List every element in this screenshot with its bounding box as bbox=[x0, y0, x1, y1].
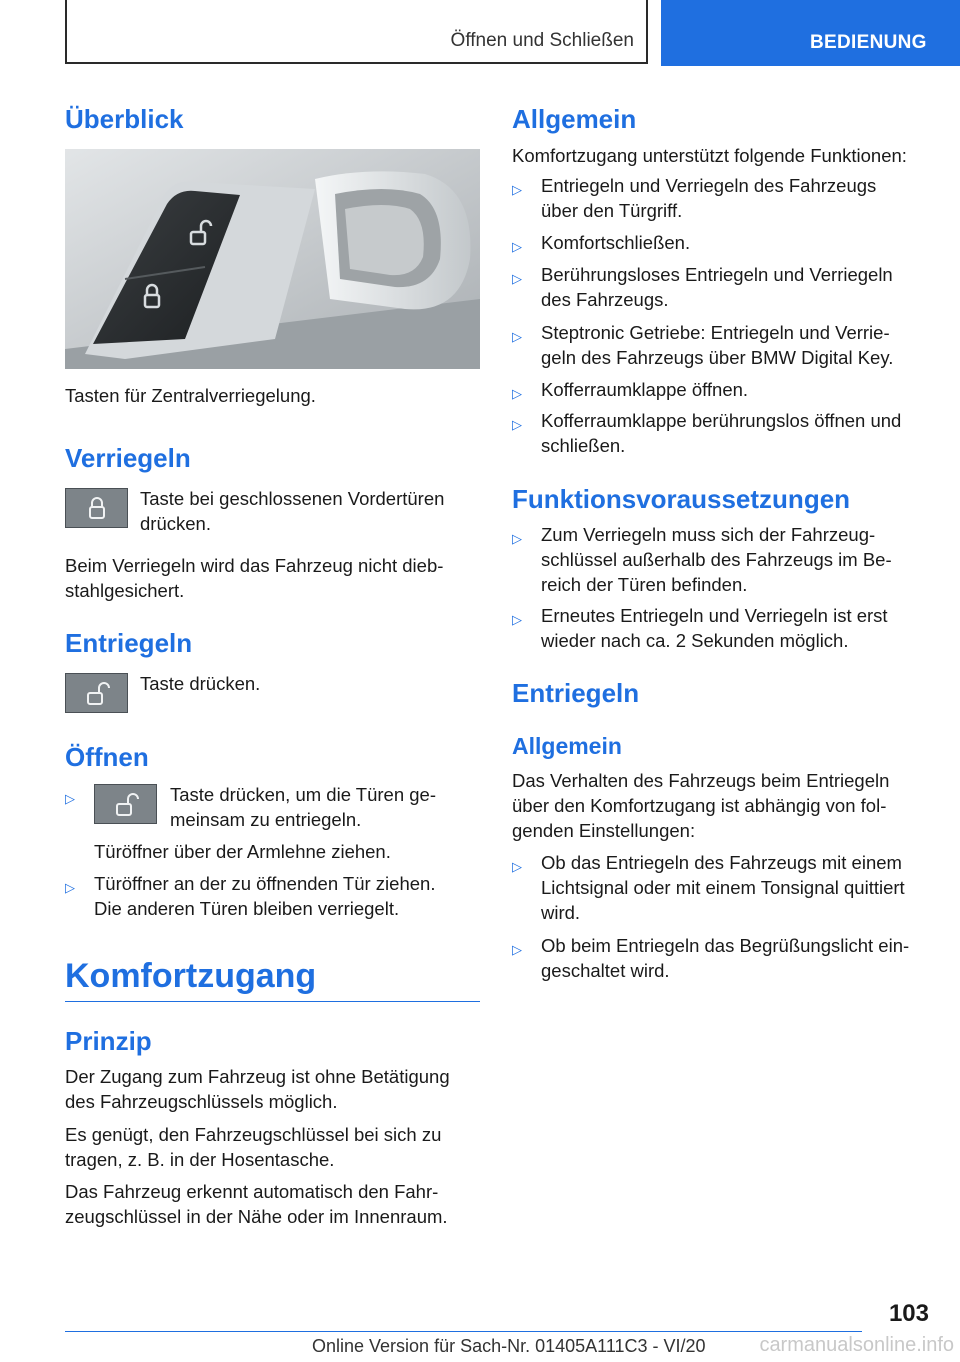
section-label: BEDIENUNG bbox=[810, 32, 927, 53]
footer-divider bbox=[65, 1331, 862, 1332]
bullet-marker: ▷ bbox=[512, 859, 522, 874]
general-bullet-2 bbox=[512, 230, 932, 255]
lock-note-line2: stahlgesichert. bbox=[65, 580, 185, 601]
general-bullet-4 bbox=[512, 320, 932, 370]
open-bullet-1-line1: Taste drücken, um die Türen ge- bbox=[170, 784, 436, 805]
bullet-marker: ▷ bbox=[65, 880, 75, 895]
open-bullet-1-sub: Türöffner über der Armlehne ziehen. bbox=[94, 841, 391, 862]
bullet-marker: ▷ bbox=[512, 386, 522, 401]
door-panel-photo bbox=[65, 149, 480, 369]
bullet-marker: ▷ bbox=[512, 239, 522, 254]
principle-p3 bbox=[65, 1179, 448, 1229]
bullet-marker: ▷ bbox=[65, 791, 75, 806]
req-b2-line2: wieder nach ca. 2 Sekunden möglich. bbox=[541, 630, 849, 651]
req-b2-line1: Erneutes Entriegeln und Verriegeln ist erst bbox=[541, 605, 888, 626]
bullet-marker: ▷ bbox=[512, 417, 522, 432]
page-number: 103 bbox=[888, 1300, 929, 1327]
lock-heading: Verriegeln bbox=[65, 443, 191, 473]
general-b1-line1: Entriegeln und Verriegeln des Fahrzeugs bbox=[541, 175, 877, 196]
bullet-marker: ▷ bbox=[512, 531, 522, 546]
general-bullet-3 bbox=[512, 262, 932, 312]
general-b2: Komfortschließen. bbox=[541, 232, 691, 253]
general-bullet-6 bbox=[512, 408, 932, 458]
lock-instruction-line2: drücken. bbox=[140, 513, 211, 534]
overview-heading: Überblick bbox=[65, 104, 184, 134]
lock-instruction-line1: Taste bei geschlossenen Vordertüren bbox=[140, 488, 445, 509]
unlock-general-subheading: Allgemein bbox=[512, 733, 622, 759]
chapter-title: Öffnen und Schließen bbox=[450, 30, 634, 51]
unlock-b1-line2: Lichtsignal oder mit einem Tonsignal quittiert bbox=[541, 877, 905, 898]
principle-heading: Prinzip bbox=[65, 1026, 152, 1056]
general-bullet-1 bbox=[512, 173, 932, 223]
general-b3-line2: des Fahrzeugs. bbox=[541, 289, 669, 310]
general-b4-line1: Steptronic Getriebe: Entriegeln und Verrie- bbox=[541, 322, 890, 343]
general-b3-line1: Berührungsloses Entriegeln und Verriegeln bbox=[541, 264, 893, 285]
general-heading: Allgemein bbox=[512, 104, 637, 134]
req-b1-line3: reich der Türen befinden. bbox=[541, 574, 748, 595]
requirements-bullet-2 bbox=[512, 603, 932, 653]
general-b6-line2: schließen. bbox=[541, 435, 626, 456]
open-bullet-1-text bbox=[170, 782, 436, 832]
lock-note-line1: Beim Verriegeln wird das Fahrzeug nicht dieb- bbox=[65, 555, 444, 576]
unlock-right-heading: Entriegeln bbox=[512, 678, 640, 708]
principle-p2 bbox=[65, 1122, 441, 1172]
open-bullet-2-line1: Türöffner an der zu öffnenden Tür ziehen. bbox=[94, 873, 436, 894]
lock-note bbox=[65, 553, 443, 603]
general-bullet-5 bbox=[512, 377, 932, 402]
general-b1-line2: über den Türgriff. bbox=[541, 200, 683, 221]
principle-p1 bbox=[65, 1064, 450, 1114]
watermark: carmanualsonline.info bbox=[759, 1334, 954, 1356]
unlock-button-icon bbox=[65, 673, 128, 713]
section-divider bbox=[65, 1001, 480, 1002]
general-b5: Kofferraumklappe öffnen. bbox=[541, 379, 749, 400]
unlock-bullet-2 bbox=[512, 933, 932, 983]
bullet-marker: ▷ bbox=[512, 182, 522, 197]
online-version-text: Online Version für Sach-Nr. 01405A111C3 - VI/20 bbox=[312, 1336, 706, 1356]
general-intro: Komfortzugang unterstützt folgende Funktionen: bbox=[512, 145, 907, 166]
open-bullet-2 bbox=[65, 871, 480, 921]
open-bullet-2-line2: Die anderen Türen bleiben verriegelt. bbox=[94, 898, 400, 919]
header-section-tab[interactable] bbox=[661, 0, 960, 66]
unlock-b1-line1: Ob das Entriegeln des Fahrzeugs mit einem bbox=[541, 852, 902, 873]
unlock-bullet-1 bbox=[512, 850, 932, 925]
lock-instruction bbox=[140, 486, 444, 536]
requirements-heading: Funktionsvoraussetzungen bbox=[512, 484, 851, 514]
image-caption: Tasten für Zentralverriegelung. bbox=[65, 385, 316, 406]
lock-button-icon bbox=[65, 488, 128, 528]
open-heading: Öffnen bbox=[65, 742, 149, 772]
req-b1-line2: schlüssel außerhalb des Fahrzeugs im Be- bbox=[541, 549, 892, 570]
bullet-marker: ▷ bbox=[512, 271, 522, 286]
general-b4-line2: geln des Fahrzeugs über BMW Digital Key. bbox=[541, 347, 894, 368]
principle-p1-line1: Der Zugang zum Fahrzeug ist ohne Betätigung bbox=[65, 1066, 450, 1087]
unlock-b2-line2: geschaltet wird. bbox=[541, 960, 670, 981]
unlock-b1-line3: wird. bbox=[541, 902, 581, 923]
principle-p2-line1: Es genügt, den Fahrzeugschlüssel bei sich zu bbox=[65, 1124, 442, 1145]
unlock-p-line3: genden Einstellungen: bbox=[512, 820, 696, 841]
req-b1-line1: Zum Verriegeln muss sich der Fahrzeug- bbox=[541, 524, 876, 545]
open-bullet-1-line2: meinsam zu entriegeln. bbox=[170, 809, 362, 830]
general-b6-line1: Kofferraumklappe berührungslos öffnen und bbox=[541, 410, 902, 431]
unlock-instruction: Taste drücken. bbox=[140, 673, 261, 694]
unlock-button-icon bbox=[94, 784, 157, 824]
unlock-p-line2: über den Komfortzugang ist abhängig von fol- bbox=[512, 795, 887, 816]
header-chapter-box bbox=[65, 0, 648, 64]
bullet-marker: ▷ bbox=[512, 942, 522, 957]
unlock-b2-line1: Ob beim Entriegeln das Begrüßungslicht ein- bbox=[541, 935, 910, 956]
requirements-bullet-1 bbox=[512, 522, 932, 597]
unlock-p-line1: Das Verhalten des Fahrzeugs beim Entriegeln bbox=[512, 770, 890, 791]
principle-p1-line2: des Fahrzeugschlüssels möglich. bbox=[65, 1091, 338, 1112]
unlock-heading: Entriegeln bbox=[65, 628, 193, 658]
comfort-access-heading: Komfortzugang bbox=[65, 957, 317, 995]
unlock-paragraph bbox=[512, 768, 932, 843]
principle-p3-line2: zeugschlüssel in der Nähe oder im Innenraum. bbox=[65, 1206, 448, 1227]
bullet-marker: ▷ bbox=[512, 329, 522, 344]
principle-p3-line1: Das Fahrzeug erkennt automatisch den Fahr- bbox=[65, 1181, 439, 1202]
bullet-marker: ▷ bbox=[512, 612, 522, 627]
principle-p2-line2: tragen, z. B. in der Hosentasche. bbox=[65, 1149, 335, 1170]
